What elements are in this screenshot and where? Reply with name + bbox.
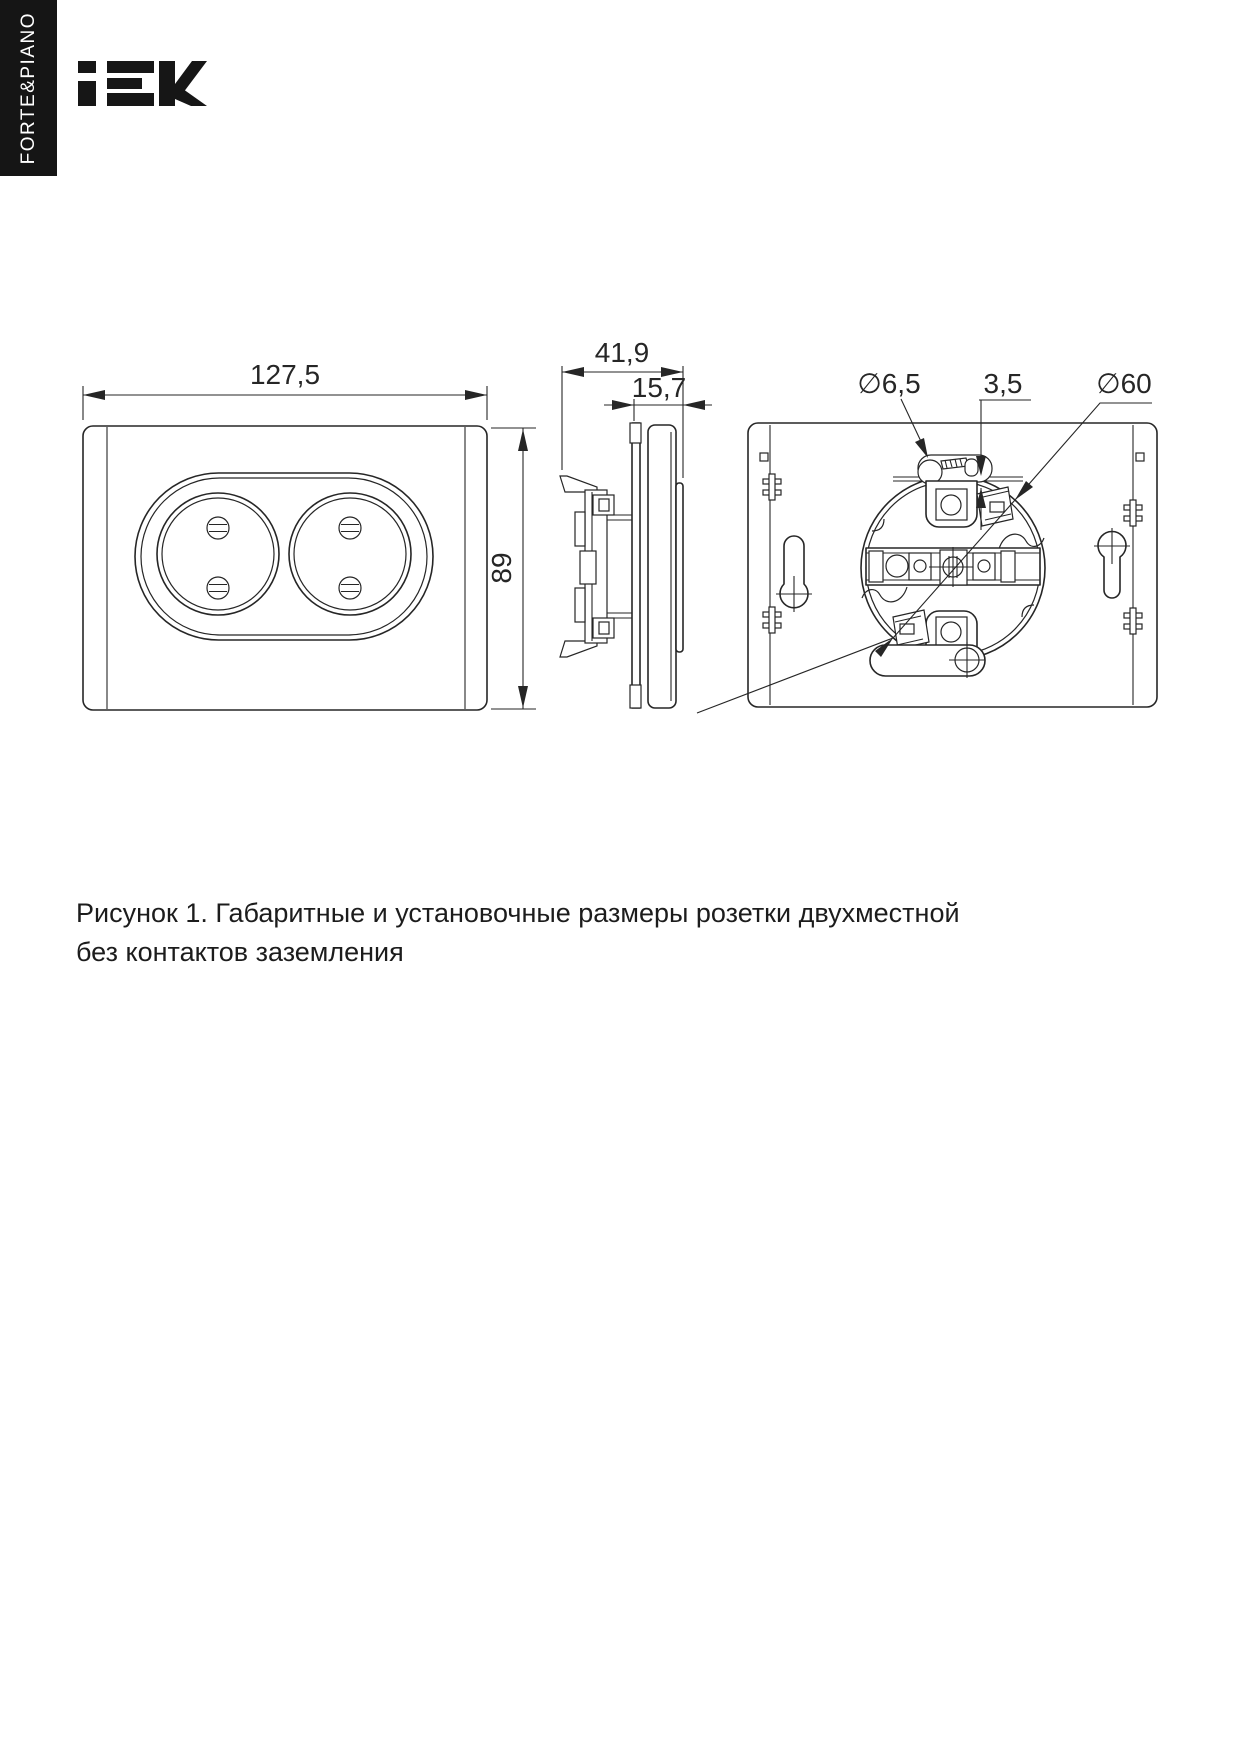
back-view — [697, 368, 1157, 713]
dim-label-back-gap: 3,5 — [983, 368, 1023, 399]
front-view — [83, 359, 536, 710]
dim-label-front-height: 89 — [486, 552, 517, 584]
dim-front-width — [83, 359, 487, 420]
dim-side-front-depth — [604, 372, 712, 421]
terminal-strip — [866, 547, 1040, 587]
dim-label-front-width: 127,5 — [249, 359, 321, 390]
dim-front-height — [486, 428, 536, 709]
dim-label-back-hole: ∅6,5 — [857, 368, 921, 399]
dim-label-back-cup: ∅60 — [1096, 368, 1152, 399]
side-view — [560, 337, 712, 708]
dim-label-side-front-depth: 15,7 — [631, 372, 687, 403]
dim-label-side-depth: 41,9 — [594, 337, 650, 368]
brand-tab-label: FORTE&PIANO — [17, 11, 39, 165]
figure-caption: Рисунок 1. Габаритные и установочные размеры розетки двухместной без контактов заземления — [76, 898, 960, 967]
